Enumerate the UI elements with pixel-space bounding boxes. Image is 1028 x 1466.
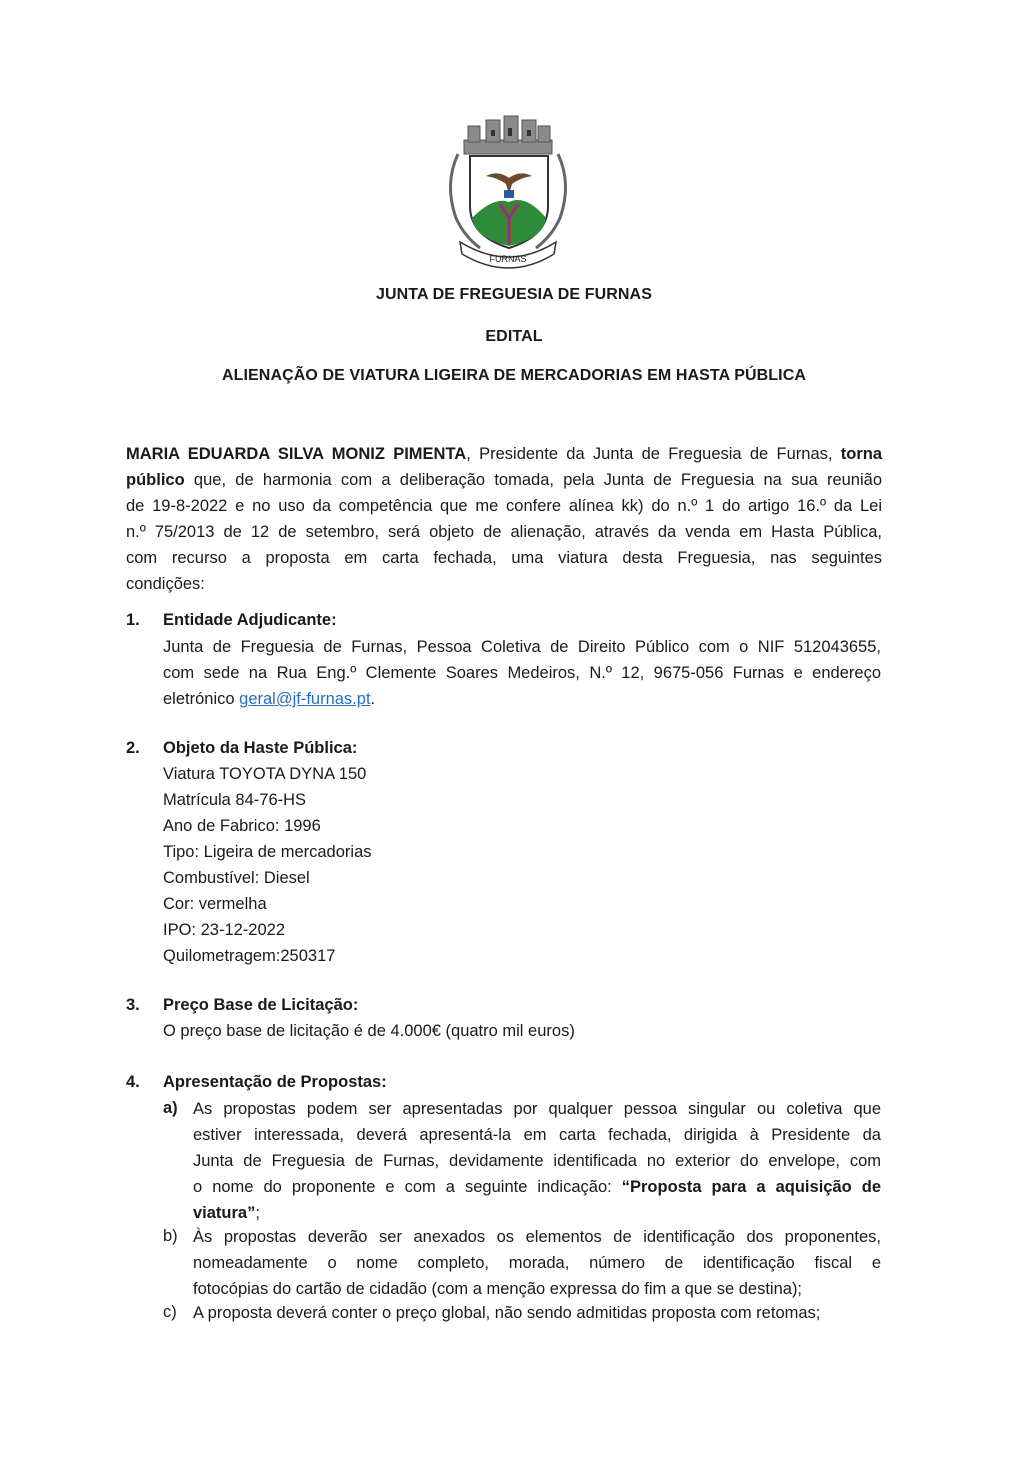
section-1-body: Junta de Freguesia de Furnas, Pessoa Coletiva de Direito Público com o NIF 512043655, com sede na Rua Eng.º Clemente Soares Medeiros, N.º 12, 9675-056 Furnas e endereço eletrónico geral@jf-furnas.pt. (163, 638, 881, 708)
crest-banner-text: FURNAS (489, 254, 527, 264)
section-4-number: 4. (126, 1073, 140, 1091)
vehicle-detail-item: Viatura TOYOTA DYNA 150 (163, 765, 367, 783)
subitem-c-letter: c) (163, 1303, 177, 1321)
vehicle-detail-item: Quilometragem:250317 (163, 947, 336, 965)
subitem-c-body: A proposta deverá conter o preço global, não sendo admitidas proposta com retomas; (193, 1304, 821, 1322)
intro-line: n.º 75/2013 de 12 de setembro, será objeto de alienação, através da venda em Hasta Pública, (126, 523, 882, 541)
subitem-a-letter: a) (163, 1099, 178, 1117)
section-4-title: Apresentação de Propostas: (163, 1073, 387, 1091)
subitem-b-letter: b) (163, 1227, 178, 1245)
president-name: MARIA EDUARDA SILVA MONIZ PIMENTA (126, 445, 467, 463)
section-1-number: 1. (126, 611, 140, 629)
vehicle-detail-item: Ano de Fabrico: 1996 (163, 817, 321, 835)
email-link[interactable]: geral@jf-furnas.pt (239, 690, 371, 708)
section-2-title: Objeto da Haste Pública: (163, 739, 358, 757)
section-2-number: 2. (126, 739, 140, 757)
org-heading: JUNTA DE FREGUESIA DE FURNAS (375, 286, 652, 303)
section-3-number: 3. (126, 996, 140, 1014)
vehicle-detail-item: Tipo: Ligeira de mercadorias (163, 843, 372, 861)
subitem-a-body: As propostas podem ser apresentadas por qualquer pessoa singular ou coletiva que estiver interessada, deverá apresentá-la em carta fechada, dirigida à Presidente da Junta de Freguesia de Furnas, devidamente identificada no exterior do envelope, com o nome do proponente e com a seguinte indicação: “Proposta para a aquisição de viatura”; (193, 1100, 881, 1222)
intro-line: com recurso a proposta em carta fechada, uma viatura desta Freguesia, nas seguintes (126, 549, 882, 567)
intro-paragraph (126, 441, 882, 597)
section-1-title: Entidade Adjudicante: (163, 611, 337, 629)
vehicle-detail-item: Cor: vermelha (163, 895, 267, 913)
intro-line: condições: (126, 575, 205, 593)
subject-heading: ALIENAÇÃO DE VIATURA LIGEIRA DE MERCADORIAS EM HASTA PÚBLICA (221, 367, 807, 384)
intro-line: de 19-8-2022 e no uso da competência que me confere alínea kk) do n.º 1 do artigo 16.º da Lei (126, 497, 882, 515)
vehicle-detail-item: Matrícula 84-76-HS (163, 791, 307, 809)
intro-line: MARIA EDUARDA SILVA MONIZ PIMENTA, Presidente da Junta de Freguesia de Furnas, torna (126, 445, 883, 463)
vehicle-detail-item: IPO: 23-12-2022 (163, 921, 285, 939)
intro-line: público que, de harmonia com a deliberação tomada, pela Junta de Freguesia na sua reunião (126, 471, 882, 489)
base-price-text: O preço base de licitação é de 4.000€ (quatro mil euros) (163, 1022, 575, 1040)
vehicle-detail-item: Combustível: Diesel (163, 869, 310, 887)
section-3-title: Preço Base de Licitação: (163, 996, 359, 1014)
section-3-body (163, 1018, 881, 1044)
vehicle-details-list (163, 761, 881, 969)
subitem-b-body: Às propostas deverão ser anexados os elementos de identificação dos proponentes, nomeadamente o nome completo, morada, número de identificação fiscal e fotocópias do cartão de cidadão (com a menção expressa do fim a que se destina); (193, 1228, 881, 1298)
coat-of-arms-logo (434, 114, 582, 272)
document-type-heading: EDITAL (485, 328, 543, 345)
